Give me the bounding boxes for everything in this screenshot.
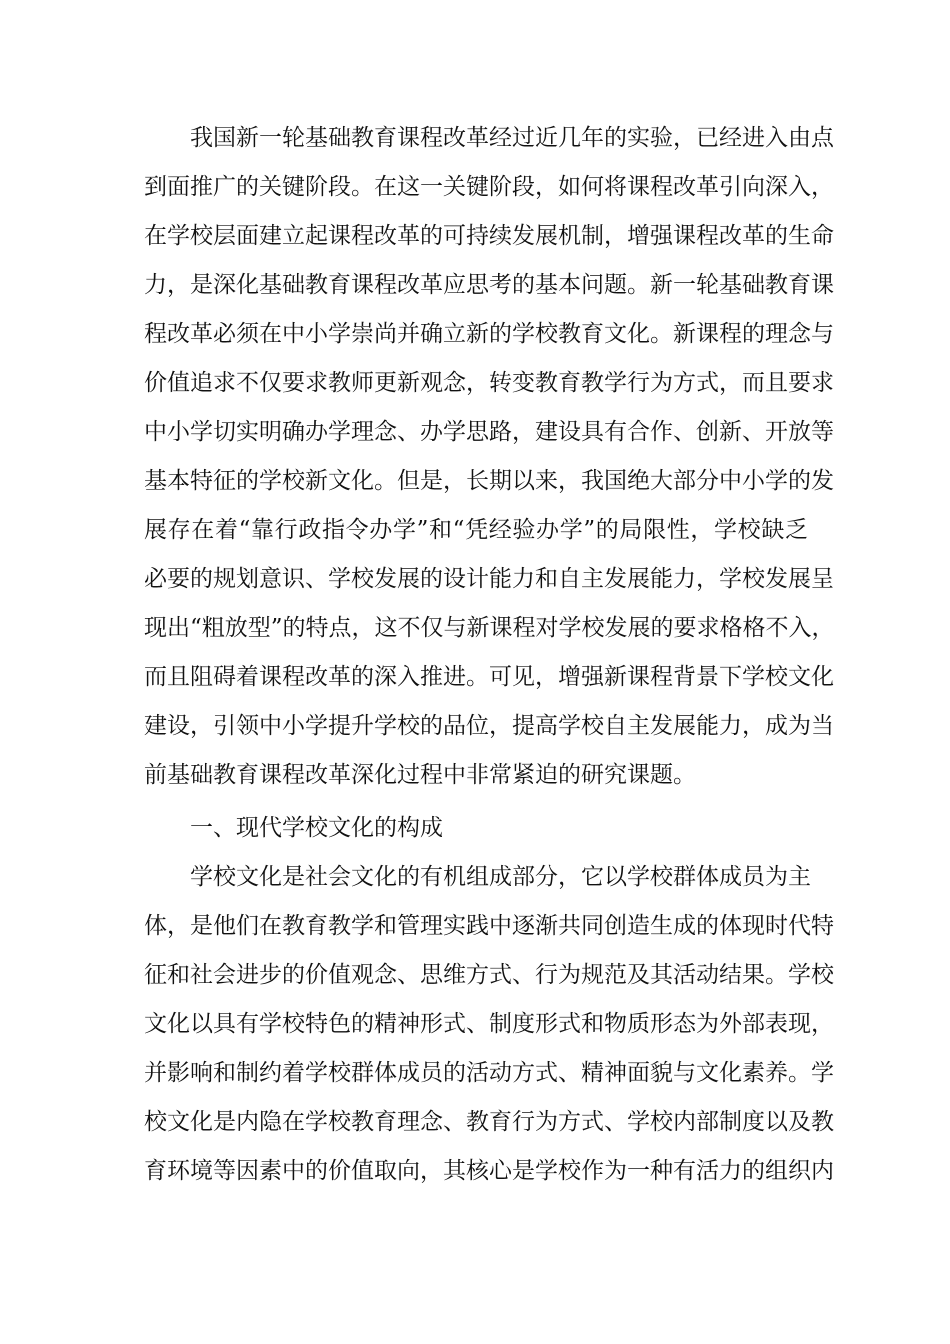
section-heading	[144, 804, 808, 853]
paragraph-line: 到面推广的关键阶段。在这一关键阶段，如何将课程改革引向深入，	[144, 174, 834, 200]
paragraph-line: 体，是他们在教育教学和管理实践中逐渐共同创造生成的体现时代特	[144, 913, 834, 939]
paragraph-line: 现出“粗放型”的特点，这不仅与新课程对学校发展的要求格格不入，	[144, 615, 835, 641]
paragraph-line: 展存在着“靠行政指令办学”和“凭经验办学”的局限性，学校缺乏	[144, 517, 808, 543]
paragraph-line: 我国新一轮基础教育课程改革经过近几年的实验，已经进入由点	[190, 125, 834, 151]
paragraph-line: 前基础教育课程改革深化过程中非常紧迫的研究课题。	[144, 762, 696, 788]
paragraph-line: 育环境等因素中的价值取向，其核心是学校作为一种有活力的组织内	[144, 1158, 834, 1184]
paragraph-line: 文化以具有学校特色的精神形式、制度形式和物质形态为外部表现，	[144, 1011, 834, 1037]
paragraph-line: 程改革必须在中小学崇尚并确立新的学校教育文化。新课程的理念与	[144, 321, 834, 347]
paragraph-line: 而且阻碍着课程改革的深入推进。可见，增强新课程背景下学校文化	[144, 664, 834, 690]
paragraph-line: 并影响和制约着学校群体成员的活动方式、精神面貌与文化素养。学	[144, 1060, 834, 1086]
paragraph-line: 建设，引领中小学提升学校的品位，提高学校自主发展能力，成为当	[144, 713, 834, 739]
section-heading-text: 一、现代学校文化的构成	[190, 815, 443, 841]
paragraph-line: 中小学切实明确办学理念、办学思路，建设具有合作、创新、开放等	[144, 419, 834, 445]
paragraph-intro	[144, 114, 835, 800]
paragraph-line: 基本特征的学校新文化。但是，长期以来，我国绝大部分中小学的发	[144, 468, 834, 494]
paragraph-line: 必要的规划意识、学校发展的设计能力和自主发展能力，学校发展呈	[144, 566, 834, 592]
paragraph-line: 力，是深化基础教育课程改革应思考的基本问题。新一轮基础教育课	[144, 272, 834, 298]
paragraph-line: 征和社会进步的价值观念、思维方式、行为规范及其活动结果。学校	[144, 962, 834, 988]
paragraph-line: 学校文化是社会文化的有机组成部分，它以学校群体成员为主	[190, 864, 811, 890]
paragraph-line: 校文化是内隐在学校教育理念、教育行为方式、学校内部制度以及教	[144, 1109, 834, 1135]
paragraph-school-culture	[144, 853, 834, 1196]
paragraph-line: 价值追求不仅要求教师更新观念，转变教育教学行为方式，而且要求	[144, 370, 834, 396]
paragraph-line: 在学校层面建立起课程改革的可持续发展机制，增强课程改革的生命	[144, 223, 834, 249]
